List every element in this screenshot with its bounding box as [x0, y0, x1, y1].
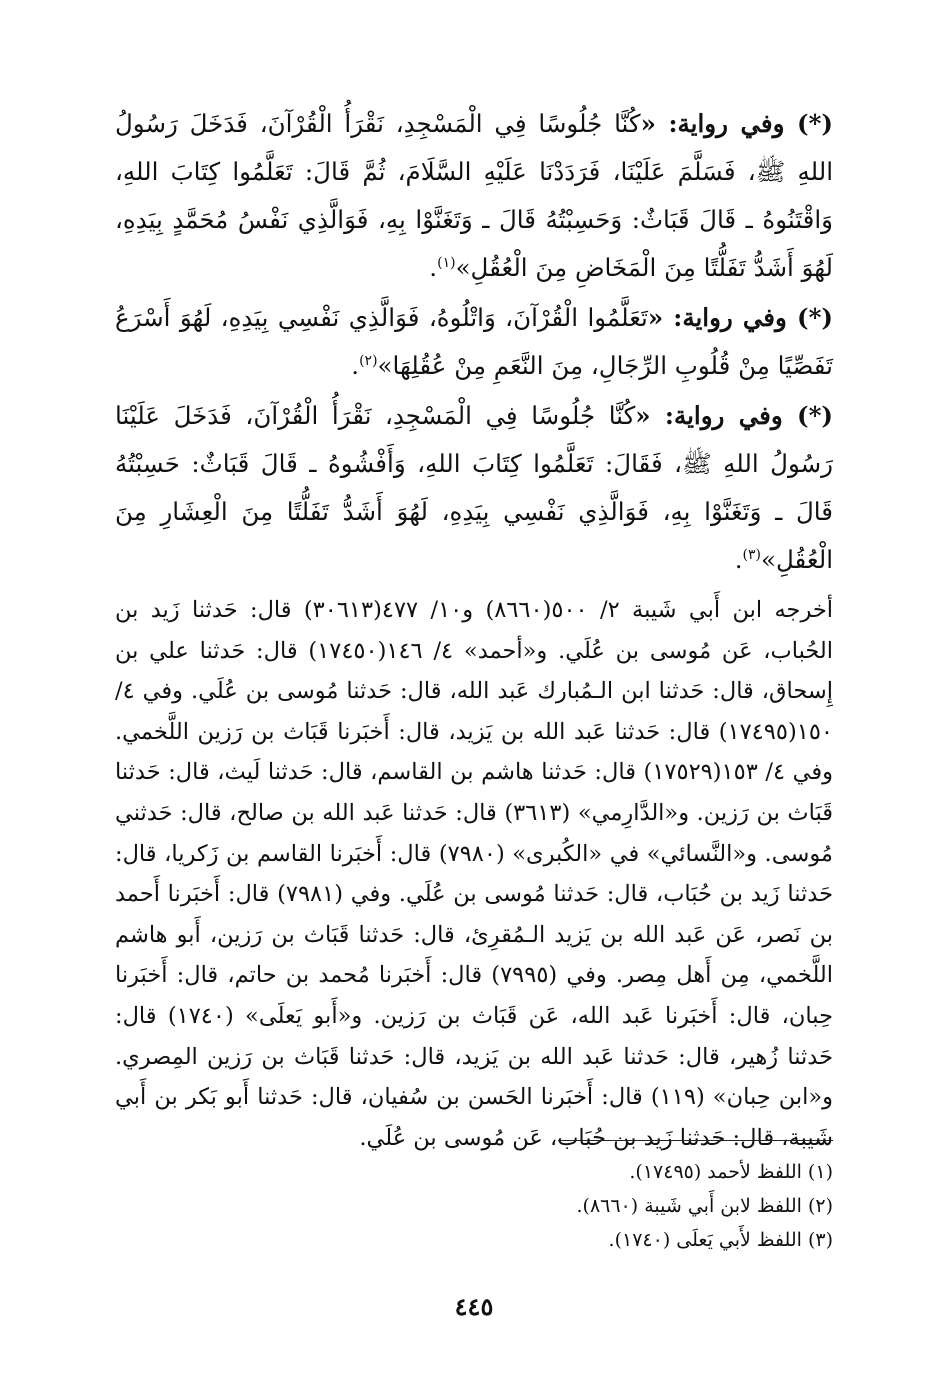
footnote-item: (١) اللفظ لأحمد (١٧٤٩٥). [629, 1161, 833, 1183]
book-page [115, 100, 833, 1360]
narration-lead: (*) وفي رواية: « [647, 303, 833, 332]
footnote-ref: (١) [437, 254, 456, 271]
footnote-item: (٣) اللفظ لأَبي يَعلَى (١٧٤٠). [608, 1229, 833, 1251]
narration-lead: (*) وفي رواية: « [640, 109, 833, 138]
footnotes-list [115, 1155, 833, 1257]
paragraph-end: . [734, 545, 743, 574]
narration-paragraph [115, 294, 833, 390]
hadith-text: كُنَّا جُلُوسًا فِي الْمَسْجِدِ، نَقْرَأُ الْقُرْآنَ، فَدَخَلَ رَسُولُ اللهِ ﷺ، فَسَلَّمَ عَلَيْنَا، فَرَدَدْنَا عَلَيْهِ السَّلَامَ، ثُمَّ قَالَ: تَعَلَّمُوا كِتَابَ اللهِ، وَاقْتَنُوهُ ـ قَالَ قَبَاثٌ: وَحَسِبْتُهُ قَالَ ـ وَتَغَنَّوْا بِهِ، فَوَالَّذِي نَفْسُ مُحَمَّدٍ بِيَدِهِ، لَهُوَ أَشَدُّ تَفَلُّتًا مِنَ الْمَخَاضِ مِنَ الْعُقُلِ» [115, 109, 833, 282]
footnote-ref: (٣) [742, 546, 761, 563]
narration-paragraph [115, 392, 833, 584]
footnote-item: (٢) اللفظ لابن أَبي شَيبة (٨٦٦٠). [576, 1195, 833, 1217]
narration-paragraph [115, 100, 833, 292]
source-references: أخرجه ابن أَبي شَيبة ٢/ ٥٠٠(٨٦٦٠) و١٠/ ٤٧٧(٣٠٦١٣) قال: حَدثنا زَيد بن الحُباب، عَن مُوسى بن عُلَي. و«أحمد» ٤/ ١٤٦(١٧٤٥٠) قال: حَدثنا علي بن إِسحاق، قال: حَدثنا ابن الـمُبارك عَبد الله، قال: حَدثنا مُوسى بن عُلَي. وفي ٤/ ١٥٠(١٧٤٩٥) قال: حَدثنا عَبد الله بن يَزيد، قال: أَخبَرنا قَبَاث بن رَزين اللَّخمي. وفي ٤/ ١٥٣(١٧٥٢٩) قال: حَدثنا هاشم بن القاسم، قال: حَدثنا لَيث، قال: حَدثنا قَبَاث بن رَزين. و«الدَّارِمي» (٣٦١٣) قال: حَدثنا عَبد الله بن صالح، قال: حَدثني مُوسى. و«النَّسائي» في «الكُبرى» (٧٩٨٠) قال: أَخبَرنا القاسم بن زَكريا، قال: حَدثنا زَيد بن حُبَاب، قال: حَدثنا مُوسى بن عُلَي. وفي (٧٩٨١) قال: أَخبَرنا أَحمد بن نَصر، عَن عَبد الله بن يَزيد الـمُقرِئ، قال: حَدثنا قَبَاث بن رَزين، أَبو هاشم اللَّخمي، مِن أَهل مِصر. وفي (٧٩٩٥) قال: أَخبَرنا مُحمد بن حاتم، قال: أَخبَرنا حِبان، قال: أَخبَرنا عَبد الله، عَن قَبَاث بن رَزين. و«أَبو يَعلَى» (١٧٤٠) قال: حَدثنا زُهير، قال: حَدثنا عَبد الله بن يَزيد، قال: حَدثنا قَبَاث بن رَزين المِصري. و«ابن حِبان» (١١٩) قال: أَخبَرنا الحَسن بن سُفيان، قال: حَدثنا أَبو بَكر بن أَبي شَيبة، قال: حَدثنا زَيد بن حُبَاب، عَن مُوسى بن عُلَي. [115, 597, 834, 1151]
hadith-text: كُنَّا جُلُوسًا فِي الْمَسْجِدِ، نَقْرَأُ الْقُرْآنَ، فَدَخَلَ عَلَيْنَا رَسُولُ اللهِ ﷺ، فَقَالَ: تَعَلَّمُوا كِتَابَ اللهِ، وَأَفْشُوهُ ـ قَالَ قَبَاثٌ: حَسِبْتُهُ قَالَ ـ وَتَغَنَّوْا بِهِ، فَوَالَّذِي نَفْسِي بِيَدِهِ، لَهُوَ أَشَدُّ تَفَلُّتًا مِنَ الْعِشَارِ مِنَ الْعُقُلِ» [115, 401, 833, 574]
footnote-ref: (٢) [359, 352, 378, 369]
footnote-separator [558, 1140, 833, 1141]
narration-lead: (*) وفي رواية: « [635, 401, 833, 430]
paragraph-end: . [351, 351, 360, 380]
paragraph-end: . [429, 253, 438, 282]
hadith-text: تَعَلَّمُوا الْقُرْآنَ، وَاتْلُوهُ، فَوَالَّذِي نَفْسِي بِيَدِهِ، لَهُوَ أَسْرَعُ تَفَصِّيًا مِنْ قُلُوبِ الرِّجَالِ، مِنَ النَّعَمِ مِنْ عُقُلِهَا» [115, 303, 833, 380]
page-number: ٤٤٥ [454, 1292, 494, 1321]
